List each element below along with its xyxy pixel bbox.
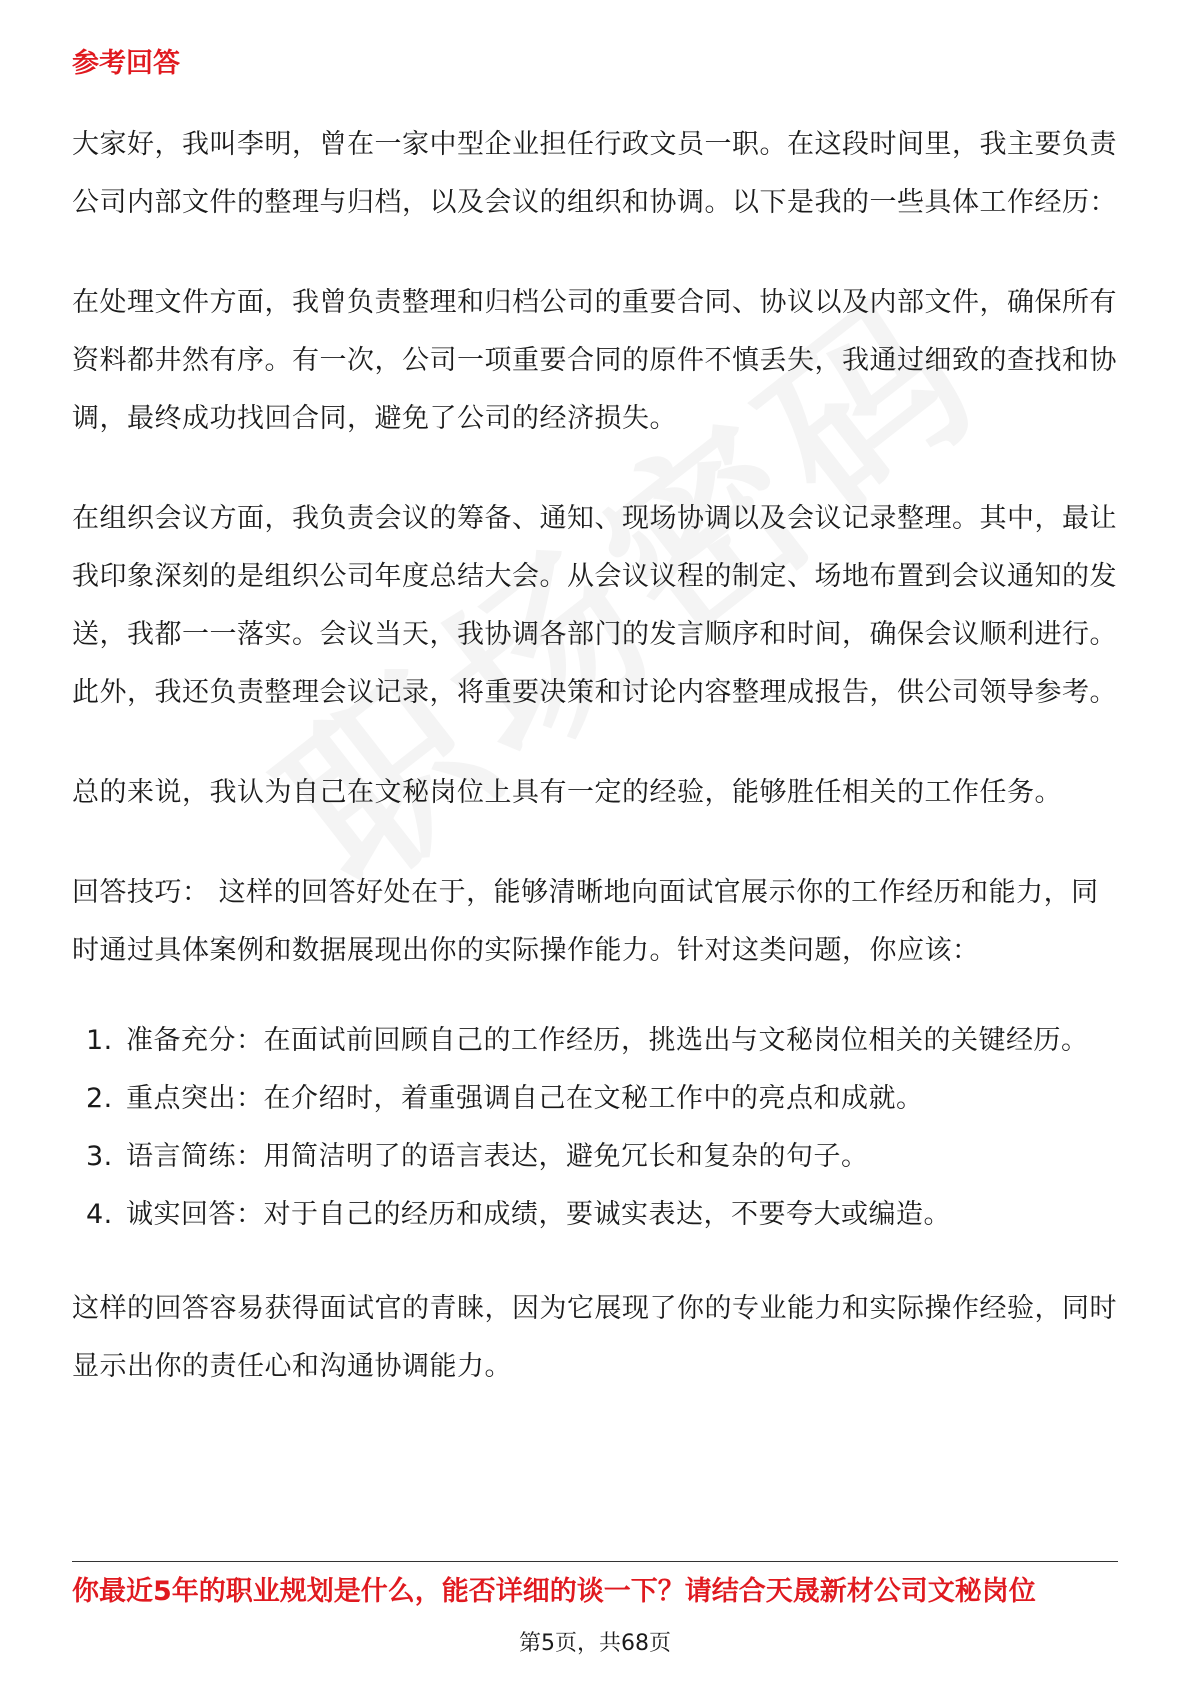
next-question-heading: 你最近5年的职业规划是什么，能否详细的谈一下？请结合天晟新材公司文秘岗位 [72, 1576, 1036, 1607]
list-item [72, 1186, 1118, 1244]
paragraph-summary: 总的来说，我认为自己在文秘岗位上具有一定的经验，能够胜任相关的工作任务。 [72, 777, 1062, 808]
list-number: 1. [86, 1025, 113, 1056]
paragraph-intro: 大家好，我叫李明，曾在一家中型企业担任行政文员一职。在这段时间里，我主要负责公司内部文件的整理与归档，以及会议的组织和协调。以下是我的一些具体工作经历： [72, 129, 1117, 218]
answer-content [72, 44, 1118, 1424]
divider [72, 1561, 1118, 1562]
section-title: 参考回答 [72, 48, 180, 79]
list-number: 3. [86, 1141, 113, 1172]
list-text: 诚实回答：对于自己的经历和成绩，要诚实表达，不要夸大或编造。 [126, 1199, 951, 1230]
list-item [72, 1070, 1118, 1128]
paragraph-tips-intro: 回答技巧： 这样的回答好处在于，能够清晰地向面试官展示你的工作经历和能力，同时通过具体案例和数据展现出你的实际操作能力。针对这类问题，你应该： [72, 877, 1099, 966]
list-item [72, 1128, 1118, 1186]
page-number: 第5页，共68页 [519, 1631, 671, 1656]
list-item [72, 1012, 1118, 1070]
paragraph-documents: 在处理文件方面，我曾负责整理和归档公司的重要合同、协议以及内部文件，确保所有资料都井然有序。有一次，公司一项重要合同的原件不慎丢失，我通过细致的查找和协调，最终成功找回合同，避免了公司的经济损失。 [72, 287, 1117, 434]
list-text: 语言简练：用简洁明了的语言表达，避免冗长和复杂的句子。 [126, 1141, 869, 1172]
tips-list [72, 1012, 1118, 1244]
list-text: 重点突出：在介绍时，着重强调自己在文秘工作中的亮点和成就。 [126, 1083, 924, 1114]
list-number: 4. [86, 1199, 113, 1230]
paragraph-meetings: 在组织会议方面，我负责会议的筹备、通知、现场协调以及会议记录整理。其中，最让我印象深刻的是组织公司年度总结大会。从会议议程的制定、场地布置到会议通知的发送，我都一一落实。会议当天，我协调各部门的发言顺序和时间，确保会议顺利进行。此外，我还负责整理会议记录，将重要决策和讨论内容整理成报告，供公司领导参考。 [72, 503, 1117, 708]
list-text: 准备充分：在面试前回顾自己的工作经历，挑选出与文秘岗位相关的关键经历。 [126, 1025, 1089, 1056]
list-number: 2. [86, 1083, 113, 1114]
paragraph-conclusion: 这样的回答容易获得面试官的青睐，因为它展现了你的专业能力和实际操作经验，同时显示出你的责任心和沟通协调能力。 [72, 1293, 1117, 1382]
